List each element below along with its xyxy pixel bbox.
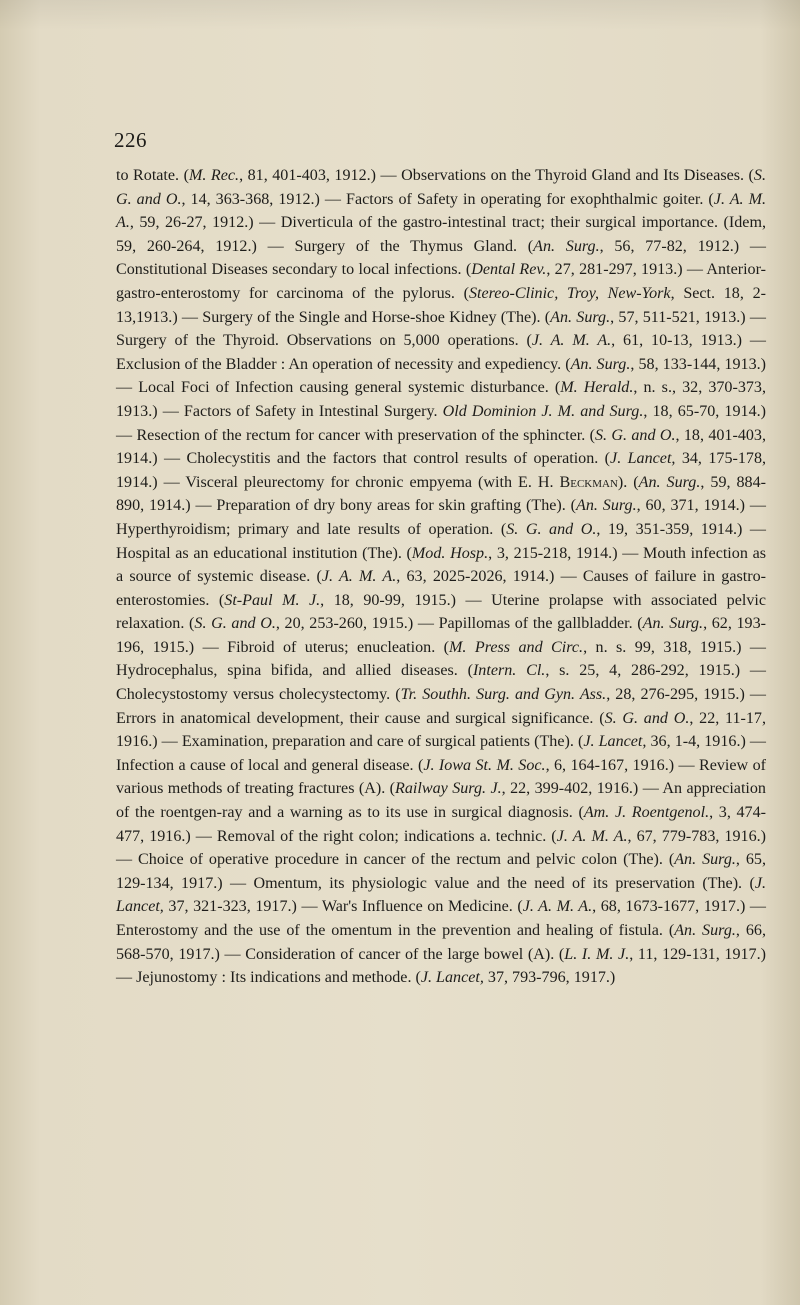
text-segment: , 67, 779-783, 1916.) — Choice of operative procedure in cancer of the rectum and pelvic colon (The). (	[116, 827, 766, 869]
journal-citation: J. Lancet,	[116, 874, 766, 916]
text-segment: , 63, 2025-2026, 1914.) — Causes of failure in gastro-enterostomies. (	[116, 568, 766, 609]
text-segment: , 56, 77-82, 1912.) — Constitutional Diseases secondary to local infections. (	[116, 237, 766, 279]
journal-citation: J. Lancet,	[420, 969, 484, 987]
text-segment: , 20, 253-260, 1915.) — Papillomas of the gallbladder. (	[275, 615, 643, 633]
journal-citation: S. G. and O.	[116, 167, 766, 208]
journal-citation: Tr. Southh. Surg. and Gyn. Ass.	[400, 686, 607, 704]
journal-citation: J. A. M. A.	[531, 332, 612, 350]
text-segment: , n. s. 99, 318, 1915.) — Hydrocephalus, spina bifida, and allied diseases. (	[116, 638, 767, 680]
journal-citation: J. Iowa St. M. Soc.	[423, 756, 546, 774]
text-segment: , 27, 281-297, 1913.) — Anterior-gastro-enterostomy for carcinoma of the pylorus. (	[116, 261, 766, 302]
journal-citation: L. I. M. J.	[564, 945, 630, 963]
journal-citation: St-Paul M. J.	[224, 591, 321, 609]
journal-citation: An. Surg.	[638, 473, 701, 491]
bibliography-paragraph	[116, 164, 766, 990]
journal-citation: Am. J. Roentgenol.	[583, 804, 710, 822]
journal-citation: J. Lancet,	[583, 733, 647, 751]
journal-citation: M. Press and Circ.	[449, 638, 584, 656]
text-segment: , 68, 1673-1677, 1917.) — Enterostomy and the use of the omentum in the prevention and healing of fistula. (	[116, 898, 766, 939]
coauthor-name: Beckman	[559, 473, 618, 491]
text-segment: to Rotate. (	[116, 167, 189, 184]
journal-citation: Railway Surg. J.	[395, 780, 502, 798]
journal-citation: J. A. M. A.	[522, 898, 593, 916]
text-segment: , n. s., 32, 370-373, 1913.) — Factors of Safety in Intestinal Surgery.	[116, 379, 766, 420]
text-segment: , 81, 401-403, 1912.) — Observations on the Thyroid Gland and Its Diseases. (	[239, 167, 754, 184]
text-segment: 37, 793-796, 1917.)	[483, 969, 616, 987]
text-segment: , 28, 276-295, 1915.) — Errors in anatomical development, their cause and surgical significance. (	[116, 686, 766, 727]
journal-citation: An. Surg.	[533, 237, 600, 255]
text-segment: , 59, 884-890, 1914.) — Preparation of dry bony areas for skin grafting (The). (	[116, 473, 767, 515]
journal-citation: S. G. and O.	[594, 426, 676, 444]
journal-citation: An. Surg.	[576, 497, 637, 515]
text-segment: , 22, 399-402, 1916.) — An appreciation of the roentgen-ray and a warning as to its use in surgical diagnosis. (	[116, 780, 766, 822]
text-segment: , Sect. 18, 2-13,1913.) — Surgery of the Single and Horse-shoe Kidney (The). (	[116, 284, 766, 326]
text-segment: ). (	[617, 473, 639, 491]
text-segment: , 18, 90-99, 1915.) — Uterine prolapse with associated pelvic relaxation. (	[116, 591, 766, 633]
journal-citation: Mod. Hosp.	[411, 544, 489, 562]
text-segment: , 14, 363-368, 1912.) — Factors of Safety in operating for exophthalmic goiter. (	[181, 190, 714, 208]
journal-citation: J. A. M. A.	[556, 827, 628, 845]
journal-citation: J. A. M. A.	[321, 568, 397, 586]
text-segment: , 6, 164-167, 1916.) — Review of various methods of treating fractures (A). (	[116, 756, 766, 798]
journal-citation: An. Surg.	[550, 308, 611, 326]
text-segment: , 60, 371, 1914.) — Hyperthyroidism; primary and late results of operation. (	[116, 497, 766, 538]
text-segment: , 18, 401-403, 1914.) — Cholecystitis and the factors that control results of operation. (	[116, 426, 766, 468]
text-segment: , s. 25, 4, 286-292, 1915.) — Cholecystostomy versus cholecystectomy. (	[116, 662, 766, 704]
journal-citation: Old Dominion J. M. and Surg.	[442, 402, 644, 420]
text-segment: , 11, 129-131, 1917.) — Jejunostomy : Its indications and methode. (	[116, 945, 766, 987]
text-segment: , 3, 474-477, 1916.) — Removal of the right colon; indications a. technic. (	[116, 804, 766, 845]
text-segment: , 62, 193-196, 1915.) — Fibroid of uterus; enucleation. (	[116, 615, 767, 656]
journal-citation: An. Surg.	[674, 922, 736, 939]
text-segment: 37, 321-323, 1917.) — War's Influence on Medicine. (	[163, 898, 523, 916]
text-segment: , 18, 65-70, 1914.) — Resection of the rectum for cancer with preservation of the sphincter. (	[116, 402, 767, 444]
journal-citation: Dental Rev.	[471, 261, 547, 279]
text-segment: , 22, 11-17, 1916.) — Examination, preparation and care of surgical patients (The). (	[116, 709, 766, 751]
journal-citation: J. Lancet,	[610, 450, 676, 468]
journal-citation: S. G. and O.	[506, 520, 597, 538]
text-segment: , 65, 129-134, 1917.) — Omentum, its physiologic value and the need of its preservation (The). (	[116, 851, 766, 892]
text-segment: , 66, 568-570, 1917.) — Consideration of cancer of the large bowel (A). (	[116, 922, 766, 963]
journal-citation: J. A. M. A.	[116, 190, 766, 232]
page-number: 226	[114, 128, 147, 152]
journal-citation: Stereo-Clinic, Troy, New-York	[468, 284, 671, 302]
journal-citation: Intern. Cl.	[472, 662, 546, 680]
bibliography-text	[116, 164, 766, 990]
journal-citation: S. G. and O.	[604, 709, 690, 727]
journal-citation: S. G. and O.	[194, 615, 276, 633]
journal-citation: An. Surg.	[674, 851, 736, 869]
journal-citation: M. Herald.	[560, 379, 634, 397]
text-segment: , 61, 10-13, 1913.) — Exclusion of the Bladder : An operation of necessity and expediency. (	[116, 332, 766, 373]
journal-citation: An. Surg.	[570, 355, 631, 373]
page-edge-shading	[0, 0, 800, 30]
text-segment: , 59, 26-27, 1912.) — Diverticula of the gastro-intestinal tract; their surgical importance. (Idem, 59, 260-264, 1912.) — Surgery of the Thymus Gland. (	[116, 214, 766, 255]
journal-citation: M. Rec.	[188, 167, 240, 184]
journal-citation: An. Surg.	[642, 615, 704, 633]
text-segment: 34, 175-178, 1914.) — Visceral pleurectomy for chronic empyema (with E. H.	[116, 450, 767, 491]
text-segment: , 57, 511-521, 1913.) — Surgery of the Thyroid. Observations on 5,000 operations. (	[116, 308, 766, 350]
text-segment: , 19, 351-359, 1914.) — Hospital as an educational institution (The). (	[116, 520, 767, 562]
text-segment: , 58, 133-144, 1913.) — Local Foci of Infection causing general systemic disturbance. (	[116, 355, 766, 397]
text-segment: , 3, 215-218, 1914.) — Mouth infection as a source of systemic disease. (	[116, 544, 766, 586]
text-segment: 36, 1-4, 1916.) — Infection a cause of local and general disease. (	[116, 733, 767, 774]
